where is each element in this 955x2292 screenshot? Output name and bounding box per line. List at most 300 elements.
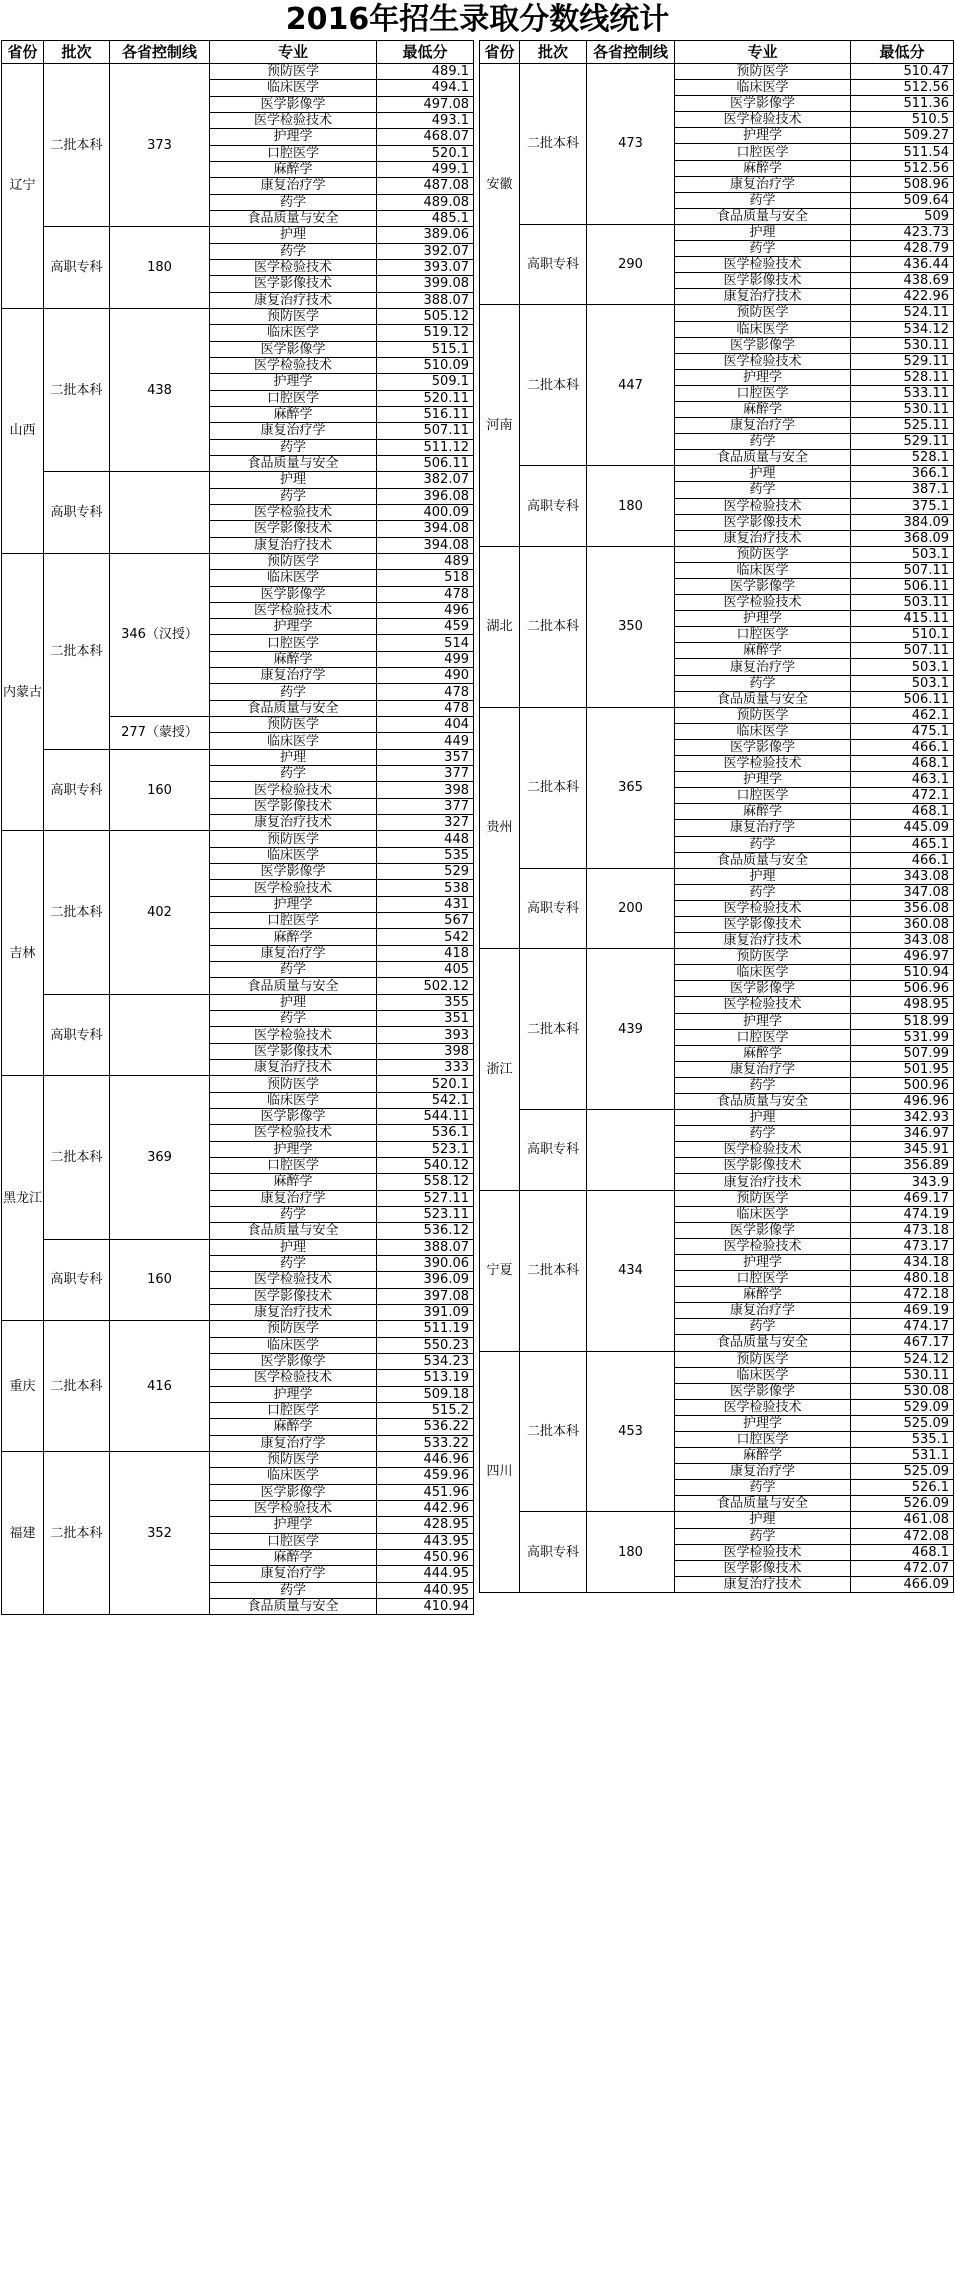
major-cell: 药学 [210,1582,377,1598]
major-cell: 医学检验技术 [675,353,851,369]
major-cell: 康复治疗学 [210,945,377,961]
control-line-cell: 369 [110,1076,210,1239]
min-score-cell: 468.1 [851,1544,954,1560]
batch-cell: 二批本科 [44,831,110,994]
major-cell: 康复治疗技术 [210,815,377,831]
major-cell: 医学影像技术 [675,514,851,530]
min-score-cell: 524.11 [851,305,954,321]
min-score-cell: 510.5 [851,112,954,128]
major-cell: 麻醉学 [675,804,851,820]
min-score-cell: 514 [377,635,474,651]
major-cell: 麻醉学 [210,1549,377,1565]
min-score-cell: 431 [377,896,474,912]
min-score-cell: 480.18 [851,1271,954,1287]
min-score-cell: 507.11 [851,643,954,659]
min-score-cell: 443.95 [377,1533,474,1549]
table-row [480,1190,954,1206]
major-cell: 护理学 [210,1386,377,1402]
major-cell: 口腔医学 [210,635,377,651]
major-cell: 医学检验技术 [675,900,851,916]
table-row [480,949,954,965]
control-line-cell: 200 [587,868,675,948]
major-cell: 食品质量与安全 [210,1223,377,1239]
major-cell: 康复治疗学 [210,668,377,684]
min-score-cell: 451.96 [377,1484,474,1500]
major-cell: 康复治疗学 [210,1190,377,1206]
major-cell: 预防医学 [675,546,851,562]
min-score-cell: 466.09 [851,1576,954,1592]
min-score-cell: 438.69 [851,273,954,289]
min-score-cell: 394.08 [377,521,474,537]
min-score-cell: 518 [377,570,474,586]
major-cell: 医学影像学 [675,981,851,997]
table-row [2,553,474,569]
min-score-cell: 428.79 [851,241,954,257]
min-score-cell: 410.94 [377,1598,474,1614]
min-score-cell: 489 [377,553,474,569]
major-cell: 医学检验技术 [210,1500,377,1516]
table-row [2,64,474,80]
min-score-cell: 388.07 [377,292,474,308]
major-cell: 康复治疗技术 [675,289,851,305]
major-cell: 预防医学 [210,717,377,733]
major-cell: 药学 [675,1126,851,1142]
major-cell: 医学检验技术 [675,112,851,128]
major-cell: 口腔医学 [210,390,377,406]
major-cell: 预防医学 [675,1190,851,1206]
batch-cell: 高职专科 [44,1239,110,1321]
major-cell: 康复治疗学 [675,1303,851,1319]
min-score-cell: 534.23 [377,1353,474,1369]
major-cell: 医学检验技术 [210,504,377,520]
major-cell: 药学 [675,192,851,208]
min-score-cell: 503.1 [851,659,954,675]
min-score-cell: 535.1 [851,1431,954,1447]
major-cell: 预防医学 [675,707,851,723]
major-cell: 预防医学 [210,831,377,847]
table-row [480,1351,954,1367]
province-cell: 重庆 [2,1321,44,1452]
province-cell: 安徽 [480,64,520,305]
major-cell: 预防医学 [210,1076,377,1092]
min-score-cell: 529.09 [851,1399,954,1415]
min-score-cell: 530.08 [851,1383,954,1399]
min-score-cell: 538 [377,880,474,896]
major-cell: 临床医学 [210,570,377,586]
min-score-cell: 351 [377,1011,474,1027]
control-line-cell: 160 [110,749,210,831]
province-cell: 河南 [480,305,520,546]
min-score-cell: 472.07 [851,1560,954,1576]
min-score-cell: 450.96 [377,1549,474,1565]
min-score-cell: 392.07 [377,243,474,259]
header-control-line: 各省控制线 [587,41,675,64]
major-cell: 麻醉学 [675,1448,851,1464]
major-cell: 医学影像学 [210,586,377,602]
control-line-cell: 290 [587,224,675,304]
batch-cell: 二批本科 [520,64,587,225]
min-score-cell: 366.1 [851,466,954,482]
min-score-cell: 468.07 [377,129,474,145]
min-score-cell: 487.08 [377,178,474,194]
batch-cell: 高职专科 [520,868,587,948]
major-cell: 护理 [210,1239,377,1255]
major-cell: 医学影像学 [675,1383,851,1399]
major-cell: 医学影像学 [210,1353,377,1369]
major-cell: 口腔医学 [210,1533,377,1549]
major-cell: 康复治疗学 [675,176,851,192]
major-cell: 康复治疗技术 [210,292,377,308]
major-cell: 食品质量与安全 [210,700,377,716]
control-line-cell: 434 [587,1190,675,1351]
min-score-cell: 490 [377,668,474,684]
min-score-cell: 558.12 [377,1174,474,1190]
major-cell: 医学检验技术 [675,1142,851,1158]
header-major: 专业 [675,41,851,64]
batch-cell: 二批本科 [44,553,110,749]
min-score-cell: 356.08 [851,900,954,916]
major-cell: 医学影像技术 [210,276,377,292]
table-row [2,308,474,324]
major-cell: 食品质量与安全 [675,450,851,466]
major-cell: 医学影像学 [210,1109,377,1125]
min-score-cell: 535 [377,847,474,863]
table-row [2,994,474,1010]
min-score-cell: 520.1 [377,145,474,161]
min-score-cell: 360.08 [851,916,954,932]
major-cell: 药学 [675,1077,851,1093]
control-line-cell: 438 [110,308,210,471]
major-cell: 预防医学 [675,1351,851,1367]
major-cell: 康复治疗技术 [210,537,377,553]
min-score-cell: 474.19 [851,1206,954,1222]
province-cell: 贵州 [480,707,520,948]
major-cell: 预防医学 [210,553,377,569]
min-score-cell: 523.11 [377,1206,474,1222]
major-cell: 临床医学 [210,1468,377,1484]
min-score-cell: 525.09 [851,1464,954,1480]
major-cell: 预防医学 [210,308,377,324]
table-row [2,831,474,847]
major-cell: 药学 [675,1480,851,1496]
major-cell: 康复治疗学 [210,1566,377,1582]
major-cell: 医学检验技术 [675,595,851,611]
batch-cell: 二批本科 [520,707,587,868]
table-row [2,749,474,765]
major-cell: 药学 [675,1528,851,1544]
min-score-cell: 393.07 [377,259,474,275]
table-row [2,1321,474,1337]
min-score-cell: 459.96 [377,1468,474,1484]
major-cell: 护理 [675,1512,851,1528]
table-row [480,1110,954,1126]
min-score-cell: 513.19 [377,1370,474,1386]
major-cell: 医学检验技术 [675,1238,851,1254]
major-cell: 口腔医学 [675,1271,851,1287]
header-row [2,41,474,64]
control-line-cell: 180 [110,227,210,309]
min-score-cell: 469.17 [851,1190,954,1206]
major-cell: 康复治疗学 [210,423,377,439]
major-cell: 医学检验技术 [675,1399,851,1415]
control-line-cell: 473 [587,64,675,225]
major-cell: 护理学 [675,772,851,788]
min-score-cell: 474.17 [851,1319,954,1335]
major-cell: 药学 [210,1011,377,1027]
batch-cell: 高职专科 [44,749,110,831]
control-line-cell: 180 [587,1512,675,1592]
major-cell: 护理学 [210,1141,377,1157]
batch-cell: 二批本科 [520,1190,587,1351]
major-cell: 医学影像技术 [675,1158,851,1174]
min-score-cell: 507.11 [851,562,954,578]
major-cell: 医学检验技术 [210,1027,377,1043]
table-row [2,472,474,488]
major-cell: 麻醉学 [210,1419,377,1435]
major-cell: 麻醉学 [675,1287,851,1303]
major-cell: 医学影像学 [210,1484,377,1500]
min-score-cell: 398 [377,1043,474,1059]
major-cell: 药学 [675,836,851,852]
min-score-cell: 489.1 [377,64,474,80]
min-score-cell: 440.95 [377,1582,474,1598]
major-cell: 口腔医学 [675,1431,851,1447]
batch-cell: 高职专科 [520,1110,587,1190]
major-cell: 医学影像学 [675,96,851,112]
min-score-cell: 446.96 [377,1451,474,1467]
min-score-cell: 333 [377,1060,474,1076]
major-cell: 医学检验技术 [210,782,377,798]
min-score-cell: 501.95 [851,1061,954,1077]
min-score-cell: 398 [377,782,474,798]
min-score-cell: 542 [377,929,474,945]
min-score-cell: 536.22 [377,1419,474,1435]
province-cell: 福建 [2,1451,44,1614]
major-cell: 护理 [210,472,377,488]
batch-cell: 高职专科 [520,1512,587,1592]
batch-cell: 高职专科 [44,994,110,1076]
right-score-table [479,40,954,1593]
min-score-cell: 434.18 [851,1254,954,1270]
min-score-cell: 524.12 [851,1351,954,1367]
min-score-cell: 515.2 [377,1402,474,1418]
major-cell: 医学影像技术 [210,798,377,814]
table-row [480,546,954,562]
major-cell: 医学影像技术 [675,916,851,932]
min-score-cell: 405 [377,962,474,978]
min-score-cell: 511.36 [851,96,954,112]
min-score-cell: 523.1 [377,1141,474,1157]
min-score-cell: 512.56 [851,160,954,176]
min-score-cell: 355 [377,994,474,1010]
min-score-cell: 526.1 [851,1480,954,1496]
major-cell: 口腔医学 [675,1029,851,1045]
control-line-cell: 453 [587,1351,675,1512]
major-cell: 康复治疗学 [675,418,851,434]
control-line-cell: 373 [110,64,210,227]
min-score-cell: 542.1 [377,1092,474,1108]
batch-cell: 二批本科 [520,305,587,466]
major-cell: 食品质量与安全 [675,1094,851,1110]
major-cell: 临床医学 [675,321,851,337]
major-cell: 临床医学 [675,562,851,578]
control-line-cell: 439 [587,949,675,1110]
major-cell: 药学 [675,482,851,498]
major-cell: 食品质量与安全 [675,1496,851,1512]
min-score-cell: 478 [377,700,474,716]
major-cell: 护理 [675,466,851,482]
control-line-cell: 352 [110,1451,210,1614]
min-score-cell: 530.11 [851,1367,954,1383]
table-row [480,64,954,80]
header-province: 省份 [2,41,44,64]
min-score-cell: 530.11 [851,401,954,417]
major-cell: 医学检验技术 [675,1544,851,1560]
major-cell: 预防医学 [210,1451,377,1467]
min-score-cell: 445.09 [851,820,954,836]
min-score-cell: 356.89 [851,1158,954,1174]
min-score-cell: 529.11 [851,434,954,450]
major-cell: 康复治疗技术 [675,1576,851,1592]
major-cell: 医学检验技术 [675,756,851,772]
major-cell: 医学影像技术 [210,1288,377,1304]
min-score-cell: 510.47 [851,64,954,80]
major-cell: 药学 [210,1206,377,1222]
major-cell: 康复治疗学 [675,659,851,675]
major-cell: 药学 [210,1255,377,1271]
min-score-cell: 526.09 [851,1496,954,1512]
major-cell: 医学检验技术 [210,1370,377,1386]
min-score-cell: 343.9 [851,1174,954,1190]
table-row [2,1076,474,1092]
min-score-cell: 384.09 [851,514,954,530]
control-line-cell: 365 [587,707,675,868]
min-score-cell: 500.96 [851,1077,954,1093]
min-score-cell: 377 [377,798,474,814]
major-cell: 口腔医学 [210,145,377,161]
batch-cell: 高职专科 [520,224,587,304]
min-score-cell: 485.1 [377,210,474,226]
major-cell: 医学检验技术 [210,357,377,373]
major-cell: 护理学 [675,128,851,144]
min-score-cell: 449 [377,733,474,749]
major-cell: 护理学 [675,1013,851,1029]
min-score-cell: 496.97 [851,949,954,965]
min-score-cell: 499 [377,651,474,667]
min-score-cell: 509 [851,208,954,224]
min-score-cell: 415.11 [851,611,954,627]
min-score-cell: 540.12 [377,1157,474,1173]
major-cell: 麻醉学 [210,161,377,177]
min-score-cell: 475.1 [851,723,954,739]
min-score-cell: 528.1 [851,450,954,466]
major-cell: 康复治疗学 [675,1061,851,1077]
major-cell: 医学检验技术 [675,498,851,514]
min-score-cell: 520.11 [377,390,474,406]
min-score-cell: 472.18 [851,1287,954,1303]
major-cell: 麻醉学 [675,643,851,659]
min-score-cell: 473.18 [851,1222,954,1238]
min-score-cell: 389.06 [377,227,474,243]
major-cell: 药学 [210,243,377,259]
major-cell: 护理 [210,749,377,765]
min-score-cell: 509.27 [851,128,954,144]
min-score-cell: 377 [377,766,474,782]
major-cell: 口腔医学 [210,1157,377,1173]
min-score-cell: 468.1 [851,756,954,772]
min-score-cell: 478 [377,586,474,602]
min-score-cell: 466.1 [851,739,954,755]
min-score-cell: 468.1 [851,804,954,820]
major-cell: 护理学 [210,374,377,390]
major-cell: 医学影像学 [675,579,851,595]
batch-cell: 高职专科 [520,466,587,546]
major-cell: 康复治疗学 [675,1464,851,1480]
major-cell: 预防医学 [210,1321,377,1337]
major-cell: 康复治疗技术 [675,933,851,949]
min-score-cell: 510.09 [377,357,474,373]
major-cell: 药学 [675,1319,851,1335]
header-batch: 批次 [44,41,110,64]
min-score-cell: 531.1 [851,1448,954,1464]
major-cell: 护理学 [675,611,851,627]
major-cell: 医学检验技术 [675,997,851,1013]
table-row [2,227,474,243]
major-cell: 麻醉学 [210,929,377,945]
major-cell: 康复治疗学 [675,820,851,836]
batch-cell: 二批本科 [520,546,587,707]
major-cell: 食品质量与安全 [210,978,377,994]
major-cell: 护理 [675,868,851,884]
major-cell: 麻醉学 [210,1174,377,1190]
major-cell: 口腔医学 [675,627,851,643]
min-score-cell: 505.12 [377,308,474,324]
major-cell: 医学影像学 [675,337,851,353]
min-score-cell: 529.11 [851,353,954,369]
control-line-cell: 350 [587,546,675,707]
min-score-cell: 528.11 [851,369,954,385]
major-cell: 医学影像技术 [210,1043,377,1059]
min-score-cell: 525.09 [851,1415,954,1431]
province-cell: 四川 [480,1351,520,1592]
min-score-cell: 498.95 [851,997,954,1013]
major-cell: 护理学 [675,369,851,385]
min-score-cell: 461.08 [851,1512,954,1528]
table-row [2,1239,474,1255]
min-score-cell: 382.07 [377,472,474,488]
major-cell: 医学检验技术 [210,602,377,618]
major-cell: 预防医学 [210,64,377,80]
min-score-cell: 503.11 [851,595,954,611]
major-cell: 食品质量与安全 [210,1598,377,1614]
min-score-cell: 375.1 [851,498,954,514]
min-score-cell: 473.17 [851,1238,954,1254]
min-score-cell: 478 [377,684,474,700]
major-cell: 康复治疗学 [210,1435,377,1451]
control-line-cell: 416 [110,1321,210,1452]
min-score-cell: 502.12 [377,978,474,994]
min-score-cell: 368.09 [851,530,954,546]
min-score-cell: 507.11 [377,423,474,439]
table-row [480,466,954,482]
batch-cell: 二批本科 [44,1451,110,1614]
min-score-cell: 327 [377,815,474,831]
min-score-cell: 506.11 [377,455,474,471]
min-score-cell: 499.1 [377,161,474,177]
min-score-cell: 347.08 [851,884,954,900]
min-score-cell: 448 [377,831,474,847]
table-row [480,224,954,240]
